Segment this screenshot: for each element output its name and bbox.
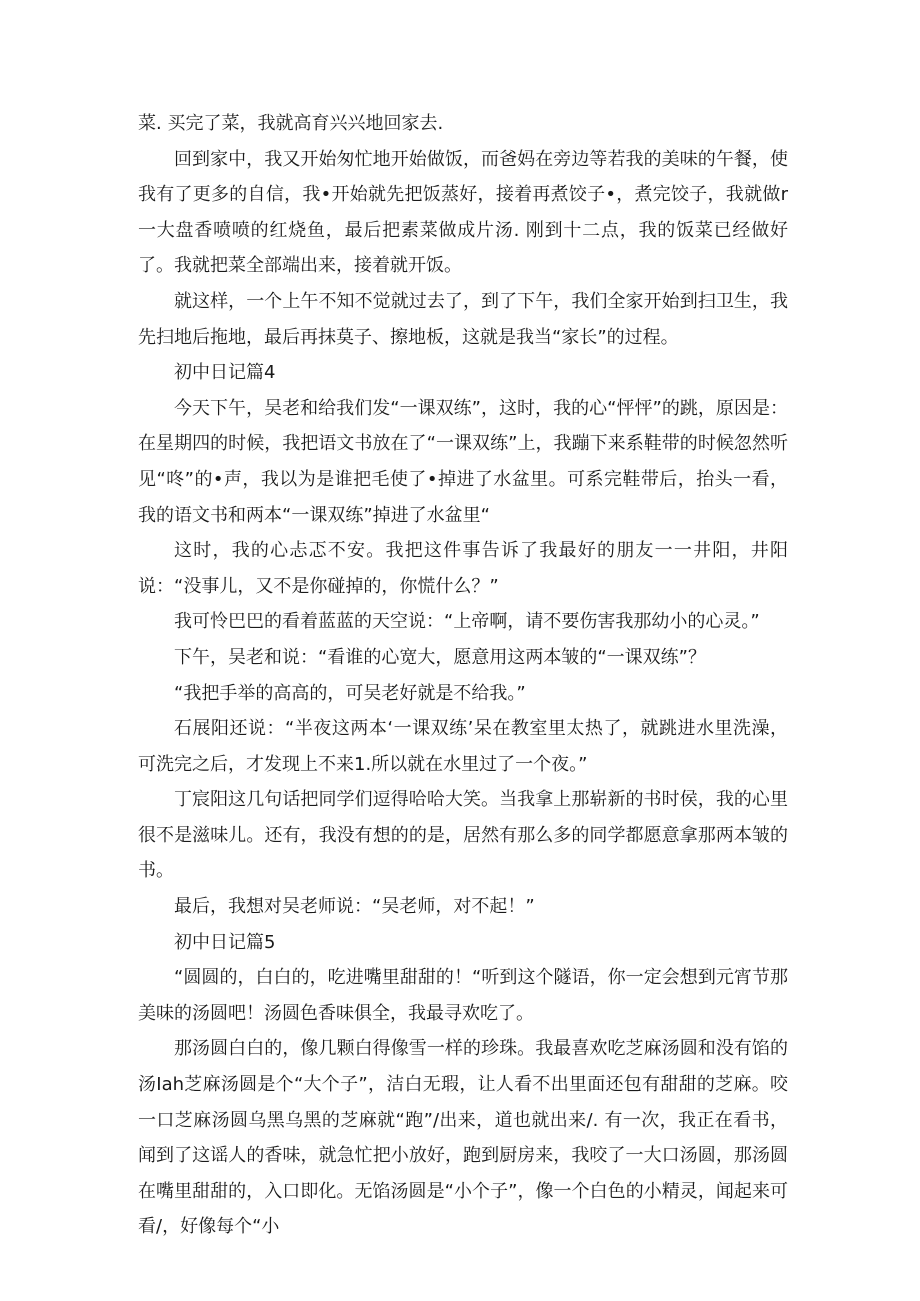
paragraph-hand-raised: “我把手举的高高的，可吴老好就是不给我。”	[174, 682, 526, 704]
paragraph-afternoon-cleaning: 就这样，一个上午不知不觉就过去了，到了下午，我们全家开始到扫卫生，我先扫地后拖地，最后再抹莫子、擦地板，这就是我当“家长”的过程。	[138, 290, 788, 348]
section-heading-4: 初中日记篇4	[174, 362, 276, 384]
paragraph-continuation: 菜. 买完了菜，我就高育兴兴地回家去.	[138, 113, 444, 134]
paragraph-sky: 我可怜巴巴的看着蓝蓝的天空说：“上帝啊，请不要伤害我那幼小的心灵。”	[174, 611, 760, 633]
paragraph-laughter: 丁宸阳这几句话把同学们逗得哈哈大笑。当我拿上那崭新的书时侯，我的心里很不是滋味儿。还有，我没有想的的是，居然有那么多的同学都愿意拿那两本皱的书。	[138, 789, 788, 882]
paragraph-cooking: 回到家中，我又开始匆忙地开始做饭，而爸妈在旁边等若我的美味的午餐，使我有了更多的自信，我•开始就先把饭蒸好，接着再煮饺子•，煮完饺子，我就做r一大盘香喷喷的红烧鱼，最后把素菜做成片汤. 刚到十二点，我的饭菜已经做好了。我就把菜全部端出来，接着就开饭。	[138, 148, 788, 277]
paragraph-worried: 这时，我的心忐忑不安。我把这件事告诉了我最好的朋友一一井阳，井阳说：“没事儿，又不是你碰掉的，你慌什么？”	[138, 540, 788, 597]
paragraph-workbook: 今天下午，吴老和给我们发“一课双练”，这时，我的心“怦怦”的跳，原因是：在星期四的时候，我把语文书放在了“一课双练”上，我蹦下来系鞋带的时候忽然听见“咚”的•声，我以为是谁把毛使了•掉进了水盆里。可系完鞋带后，抬头一看，我的语文书和两本“一课双练”掉进了水盆里“	[138, 397, 788, 526]
paragraph-tangyuan: 那汤圆白白的，像几颗白得像雪一样的珍珠。我最喜欢吃芝麻汤圆和没有馅的汤Iah芝麻汤圆是个“大个子”，洁白无瑕，让人看不出里面还包有甜甜的芝麻。咬一口芝麻汤圆乌黑乌黑的芝麻就“跑”/出来，道也就出来/. 有一次，我正在看书，闻到了这谣人的香味，就急忙把小放好，跑到厨房来，我咬了一大口汤圆，那汤圆在嘴里甜甜的，入口即化。无馅汤圆是“小个子”，像一个白色的小精灵，闻起来可看/，好像每个“小	[138, 1038, 788, 1238]
paragraph-teacher-asks: 下午，吴老和说：“看谁的心宽大，愿意用这两本皱的“一课双练”？	[174, 646, 706, 668]
paragraph-joke: 石展阳还说：“半夜这两本‘一课双练’呆在教室里太热了，就跳进水里洗澡，可洗完之后，才发现上不来1.所以就在水里过了一个夜。”	[138, 718, 788, 775]
paragraph-riddle: “圆圆的，白白的，吃进嘴里甜甜的！“听到这个隧语，你一定会想到元宵节那美味的汤圆吧！汤圆色香味俱全，我最寻欢吃了。	[138, 967, 788, 1024]
section-heading-5: 初中日记篇5	[174, 931, 276, 953]
document-body	[138, 106, 788, 1245]
paragraph-apology: 最后，我想对吴老师说：“吴老师，对不起！”	[174, 896, 535, 918]
